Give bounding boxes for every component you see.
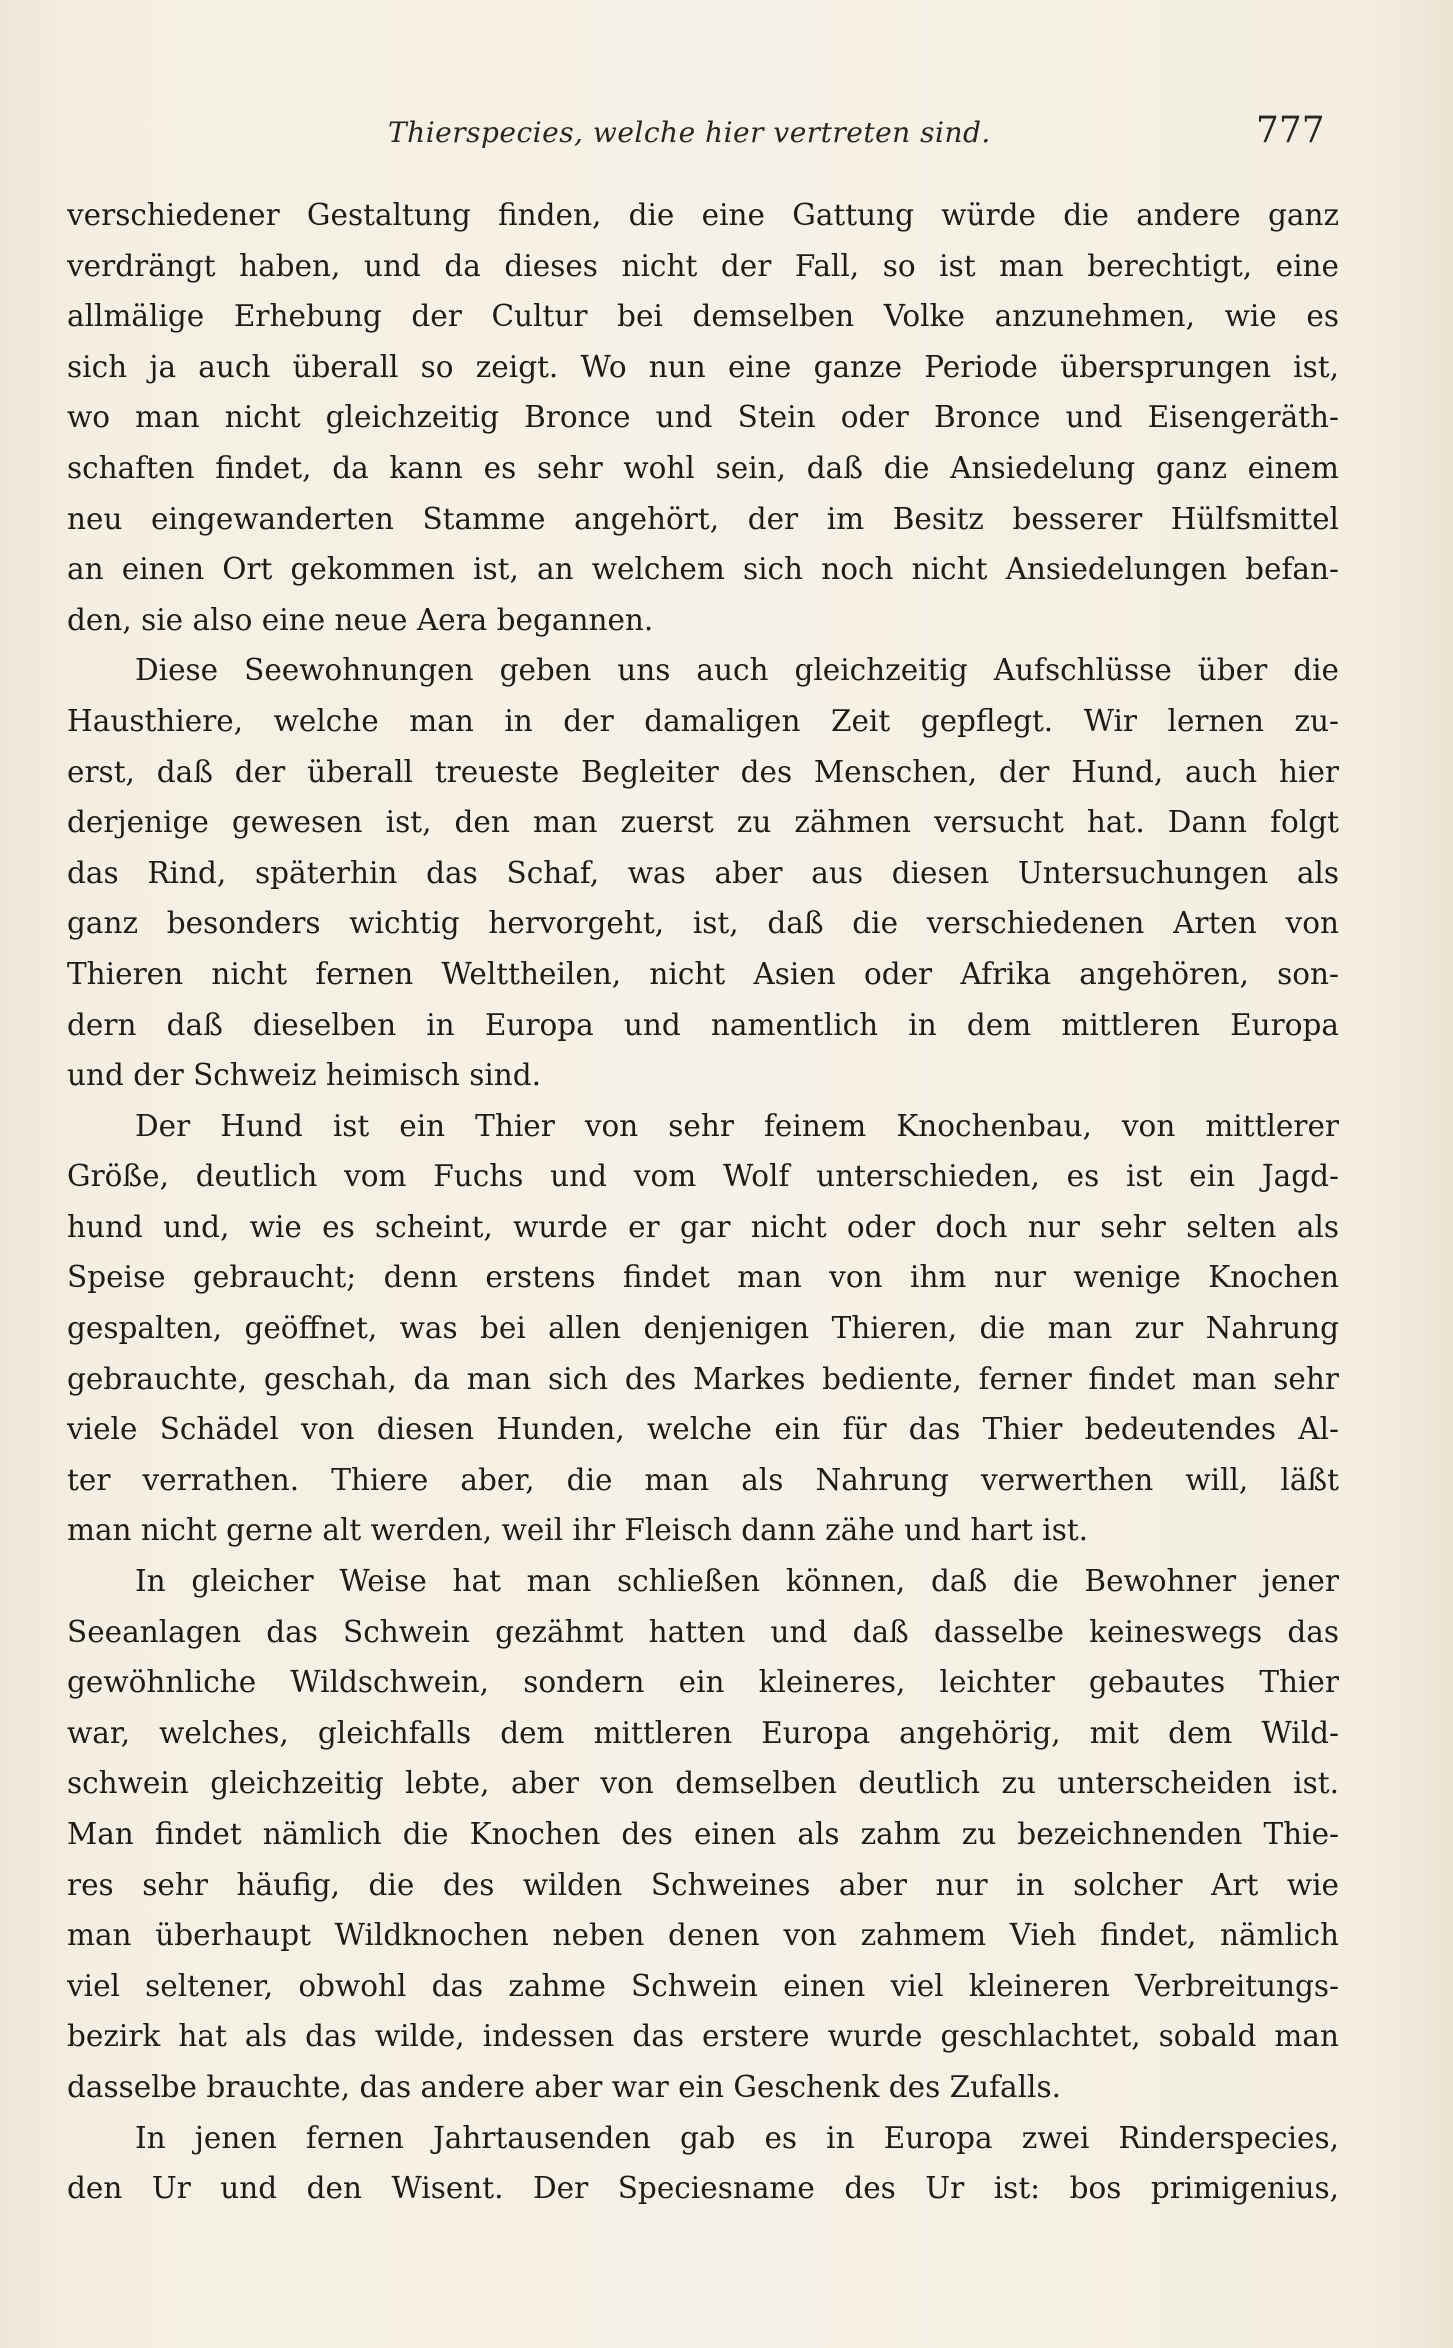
text-line: gespalten, geöffnet, was bei allen denjenigen Thieren, die man zur Nahrung [67, 1311, 1339, 1346]
body-text [67, 190, 1339, 2214]
text-line: viel seltener, obwohl das zahme Schwein einen viel kleineren Verbreitungs- [67, 1968, 1339, 2003]
text-line: verschiedener Gestaltung finden, die eine Gattung würde die andere ganz [67, 198, 1339, 232]
text-line: Seeanlagen das Schwein gezähmt hatten und daß dasselbe keineswegs das [67, 1614, 1339, 1649]
text-line: schaften findet, da kann es sehr wohl sein, daß die Ansiedelung ganz einem [67, 450, 1339, 485]
text-line: man nicht gerne alt werden, weil ihr Fleisch dann zähe und hart ist. [67, 1513, 1089, 1548]
text-line: Man findet nämlich die Knochen des einen als zahm zu bezeichnenden Thie- [67, 1817, 1339, 1851]
text-line: den Ur und den Wisent. Der Speciesname des Ur ist: bos primigenius, [67, 2171, 1339, 2206]
text-line: dasselbe brauchte, das andere aber war ein Geschenk des Zufalls. [67, 2069, 1062, 2104]
text-line: res sehr häufig, die des wilden Schweines aber nur in solcher Art wie [67, 1867, 1339, 1902]
text-line: man überhaupt Wildknochen neben denen von zahmem Vieh findet, nämlich [67, 1918, 1339, 1953]
text-line: In gleicher Weise hat man schließen können, daß die Bewohner jener [135, 1564, 1339, 1599]
running-head: Thierspecies, welche hier vertreten sind. [388, 116, 991, 149]
text-line: wo man nicht gleichzeitig Bronce und Stein oder Bronce und Eisengeräth- [67, 400, 1339, 435]
text-line: verdrängt haben, und da dieses nicht der Fall, so ist man berechtigt, eine [67, 248, 1339, 283]
text-line: war, welches, gleichfalls dem mittleren Europa angehörig, mit dem Wild- [67, 1715, 1339, 1750]
text-line: allmälige Erhebung der Cultur bei demselben Volke anzunehmen, wie es [67, 299, 1339, 334]
text-line: das Rind, späterhin das Schaf, was aber aus diesen Untersuchungen als [67, 855, 1339, 890]
text-line: hund und, wie es scheint, wurde er gar nicht oder doch nur sehr selten als [67, 1209, 1339, 1244]
text-line: bezirk hat als das wilde, indessen das erstere wurde geschlachtet, sobald man [67, 2019, 1339, 2054]
text-line: erst, daß der überall treueste Begleiter des Menschen, der Hund, auch hier [67, 754, 1339, 789]
text-line: In jenen fernen Jahrtausenden gab es in Europa zwei Rinderspecies, [135, 2120, 1339, 2155]
text-line: an einen Ort gekommen ist, an welchem sich noch nicht Ansiedelungen befan- [67, 552, 1339, 587]
page-header [0, 108, 1453, 158]
text-line: Thieren nicht fernen Welttheilen, nicht Asien oder Afrika angehören, son- [67, 956, 1339, 991]
text-line: Hausthiere, welche man in der damaligen Zeit gepflegt. Wir lernen zu- [67, 703, 1339, 738]
text-line: dern daß dieselben in Europa und namentlich in dem mittleren Europa [67, 1007, 1339, 1042]
text-line: Diese Seewohnungen geben uns auch gleichzeitig Aufschlüsse über die [135, 653, 1339, 688]
text-line: Größe, deutlich vom Fuchs und vom Wolf unterschieden, es ist ein Jagd- [67, 1159, 1339, 1194]
text-line: gebrauchte, geschah, da man sich des Markes bediente, ferner findet man sehr [67, 1361, 1339, 1396]
text-line: neu eingewanderten Stamme angehört, der im Besitz besserer Hülfsmittel [67, 501, 1339, 536]
text-line: Speise gebraucht; denn erstens findet man von ihm nur wenige Knochen [67, 1260, 1339, 1295]
text-line: Der Hund ist ein Thier von sehr feinem Knochenbau, von mittlerer [135, 1108, 1339, 1143]
text-line: sich ja auch überall so zeigt. Wo nun eine ganze Periode übersprungen ist, [67, 349, 1339, 384]
text-line: ter verrathen. Thiere aber, die man als Nahrung verwerthen will, läßt [67, 1462, 1339, 1497]
text-line: schwein gleichzeitig lebte, aber von demselben deutlich zu unterscheiden ist. [67, 1766, 1339, 1801]
text-line: viele Schädel von diesen Hunden, welche ein für das Thier bedeutendes Al- [67, 1412, 1339, 1447]
page-number: 777 [1256, 110, 1325, 151]
text-line: den, sie also eine neue Aera begannen. [67, 602, 654, 637]
text-line: gewöhnliche Wildschwein, sondern ein kleineres, leichter gebautes Thier [67, 1665, 1339, 1700]
text-line: und der Schweiz heimisch sind. [67, 1058, 542, 1093]
text-line: ganz besonders wichtig hervorgeht, ist, daß die verschiedenen Arten von [67, 906, 1339, 941]
text-line: derjenige gewesen ist, den man zuerst zu zähmen versucht hat. Dann folgt [67, 805, 1339, 840]
